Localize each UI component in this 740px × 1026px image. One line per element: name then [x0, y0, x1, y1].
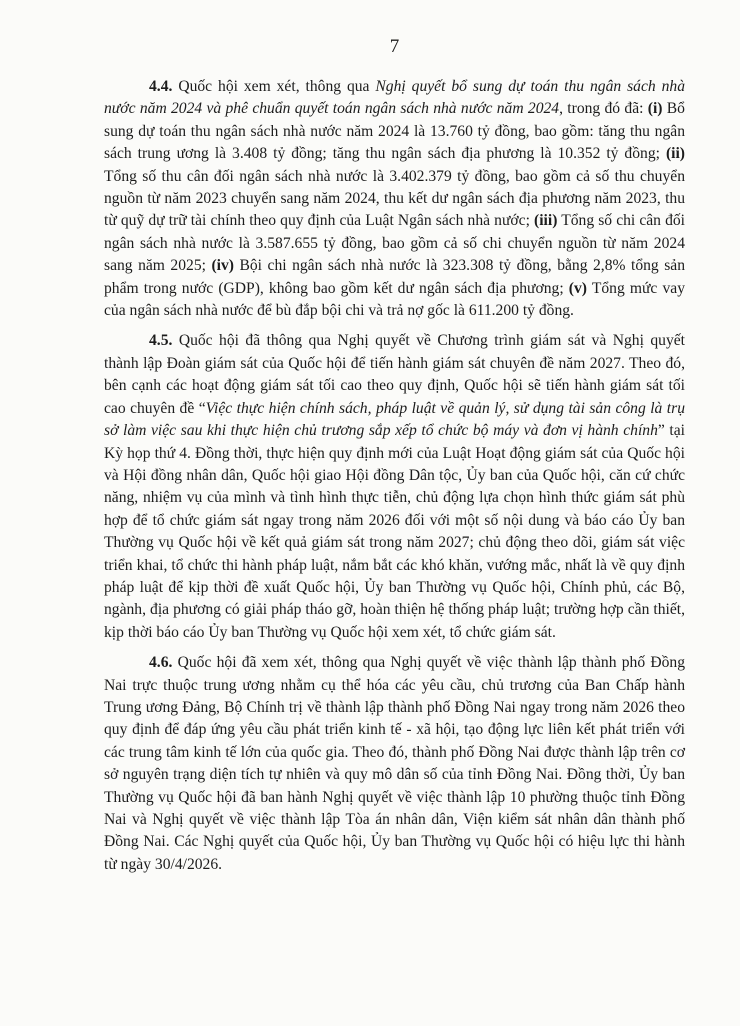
- paragraph-4-4: [104, 76, 685, 322]
- paragraph-text: Quốc hội đã thông qua Nghị quyết về Chương trình giám sát và Nghị quyết thành lập Đoàn giám sát của Quốc hội để tiến hành giám sát chuyên đề năm 2027. Theo đó, bên cạnh các hoạt động giám sát tối cao theo quy định, Quốc hội sẽ tiến hành giám sát tối cao chuyên đề “: [104, 332, 685, 417]
- section-number-4-5: 4.5.: [149, 332, 173, 350]
- section-number-4-6: 4.6.: [149, 654, 173, 672]
- paragraph-4-6: [104, 652, 685, 876]
- item-marker: (iv): [211, 257, 234, 275]
- paragraph-text: Quốc hội đã xem xét, thông qua Nghị quyết về việc thành lập thành phố Đồng Nai trực thuộc trung ương nhằm cụ thể hóa các yêu cầu, chủ trương của Ban Chấp hành Trung ương Đảng, Bộ Chính trị về thành lập thành phố Đồng Nai ngay trong năm 2026 theo quy định để đáp ứng yêu cầu phát triển kinh tế - xã hội, tạo động lực liên kết phát triển với các trung tâm kinh tế lớn của quốc gia. Theo đó, thành phố Đồng Nai được thành lập trên cơ sở nguyên trạng diện tích tự nhiên và quy mô dân số của tỉnh Đồng Nai. Đồng thời, Ủy ban Thường vụ Quốc hội đã ban hành Nghị quyết về việc thành lập 10 phường thuộc tỉnh Đồng Nai và Nghị quyết về việc thành lập Tòa án nhân dân, Viện kiểm sát nhân dân thành phố Đồng Nai. Các Nghị quyết của Quốc hội, Ủy ban Thường vụ Quốc hội có hiệu lực thi hành từ ngày 30/4/2026.: [104, 654, 685, 873]
- supervision-topic: Việc thực hiện chính sách, pháp luật về quản lý, sử dụng tài sản công là trụ sở làm việc sau khi thực hiện chủ trương sắp xếp tổ chức bộ máy và đơn vị hành chính: [104, 399, 685, 440]
- resolution-title: Nghị quyết bổ sung dự toán thu ngân sách nhà nước năm 2024 và phê chuẩn quyết toán ngân sách nhà nước năm 2024: [104, 78, 685, 118]
- item-marker: (i): [647, 100, 663, 118]
- item-marker: (iii): [534, 212, 558, 230]
- paragraph-text: , trong đó đã:: [559, 100, 648, 118]
- paragraph-text: Quốc hội xem xét, thông qua: [172, 78, 376, 95]
- paragraph-text: ” tại Kỳ họp thứ 4. Đồng thời, thực hiện quy định mới của Luật Hoạt động giám sát của Quốc hội và Hội đồng nhân dân, Quốc hội giao Hội đồng Dân tộc, Ủy ban của Quốc hội, căn cứ chức năng, nhiệm vụ của mình và tình hình thực tiễn, chủ động lựa chọn hình thức giám sát phù hợp để tổ chức giám sát ngay trong năm 2026 đối với một số nội dung và báo cáo Ủy ban Thường vụ Quốc hội về kết quả giám sát trong năm 2027; chủ động theo dõi, giám sát việc triển khai, tổ chức thi hành pháp luật, nắm bắt các khó khăn, vướng mắc, nhất là về quy định pháp luật để kịp thời đề xuất Quốc hội, Ủy ban Thường vụ Quốc hội, Chính phủ, các Bộ, ngành, địa phương có giải pháp tháo gỡ, hoàn thiện hệ thống pháp luật; trường hợp cần thiết, kịp thời báo cáo Ủy ban Thường vụ Quốc hội xem xét, tổ chức giám sát.: [104, 422, 685, 641]
- paragraph-text: Bội chi ngân sách nhà nước là 323.308 tỷ đồng, bằng 2,8% tổng sản phẩm trong nước (GDP), không bao gồm kết dư ngân sách địa phương;: [104, 257, 686, 297]
- paragraph-text: Bổ sung dự toán thu ngân sách nhà nước năm 2024 là 13.760 tỷ đồng, bao gồm: tăng thu ngân sách trung ương là 3.408 tỷ đồng; tăng thu ngân sách địa phương là 10.352 tỷ đồng;: [104, 100, 685, 163]
- item-marker: (ii): [665, 145, 685, 163]
- section-number-4-4: 4.4.: [149, 78, 173, 95]
- paragraph-text: Tổng số chi cân đối ngân sách nhà nước là 3.587.655 tỷ đồng, bao gồm cả số chi chuyển nguồn từ năm 2024 sang năm 2025;: [104, 212, 686, 275]
- paragraph-text: Tổng mức vay của ngân sách nhà nước để bù đắp bội chi và trả nợ gốc là 611.200 tỷ đồng.: [104, 279, 685, 320]
- item-marker: (v): [568, 279, 587, 297]
- paragraph-text: Tổng số thu cân đối ngân sách nhà nước là 3.402.379 tỷ đồng, bao gồm cả số thu chuyển nguồn từ năm 2023 chuyển sang năm 2024, thu kết dư ngân sách địa phương năm 2023, thu từ quỹ dự trữ tài chính theo quy định của Luật Ngân sách nhà nước;: [104, 167, 685, 230]
- page-number: 7: [389, 36, 400, 57]
- paragraph-4-5: [104, 330, 685, 644]
